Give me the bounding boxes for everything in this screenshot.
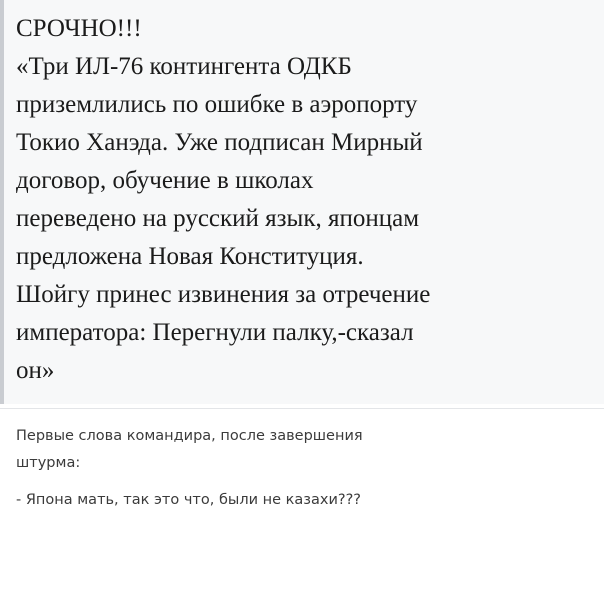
quote-line: приземлились по ошибке в аэропорту <box>16 91 418 118</box>
quote-line: договор, обучение в школах <box>16 167 314 194</box>
caption-line: штурма: <box>16 455 81 471</box>
quote-line: СРОЧНО!!! <box>16 15 142 42</box>
quote-line: Токио Ханэда. Уже подписан Мирный <box>16 129 423 156</box>
quote-line: переведено на русский язык, японцам <box>16 205 420 232</box>
caption-reply-line: - Япона мать, так это что, были не казахи??? <box>16 492 361 508</box>
quote-line: Шойгу принес извинения за отречение <box>16 281 431 308</box>
quote-line: он» <box>16 357 55 384</box>
caption-block <box>0 409 604 514</box>
quote-line: «Три ИЛ-76 контингента ОДКБ <box>16 53 352 80</box>
quote-line: императора: Перегнули палку,-сказал <box>16 319 414 346</box>
quote-accent-bar <box>0 0 4 404</box>
caption-line: Первые слова командира, после завершения <box>16 428 363 444</box>
quote-line: предложена Новая Конституция. <box>16 243 364 270</box>
caption-spacer <box>16 477 588 487</box>
